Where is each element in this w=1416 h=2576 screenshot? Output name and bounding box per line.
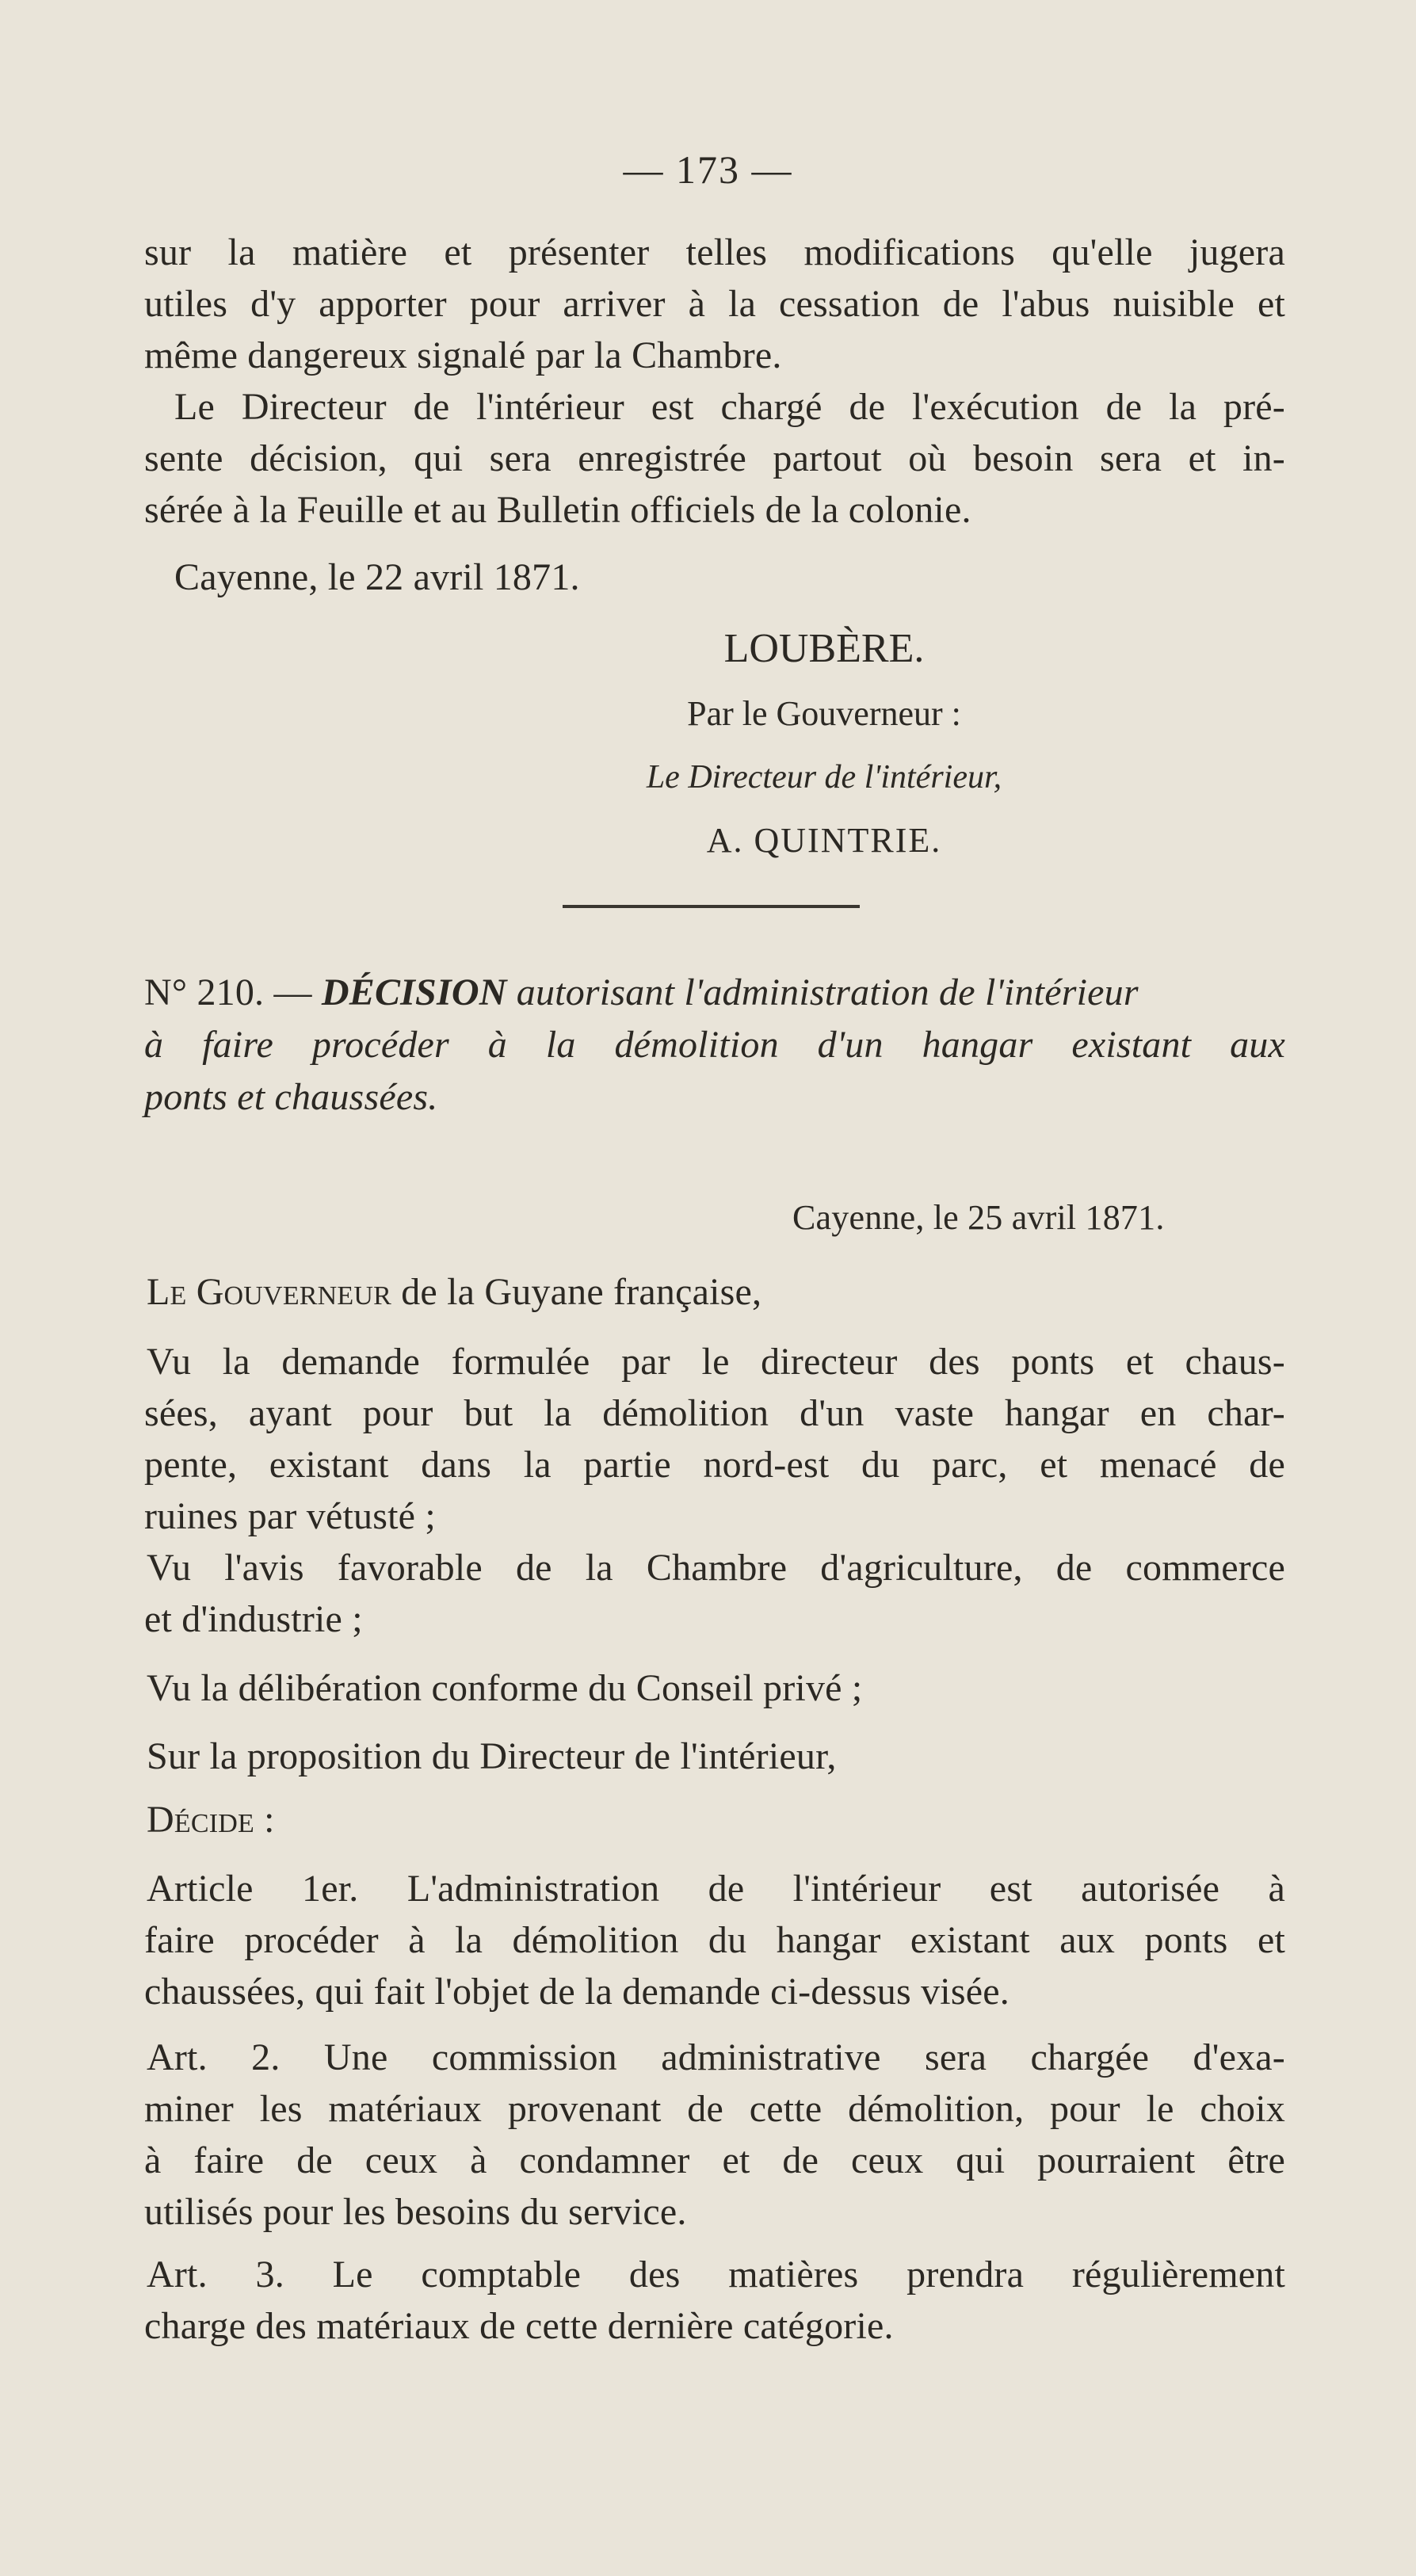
art2-line-2: miner les matériaux provenant de cette démolition, pour le choix <box>144 2088 1285 2130</box>
art3-line-2: charge des matériaux de cette dernière catégorie. <box>144 2305 894 2347</box>
signature-name: LOUBÈRE. <box>723 626 925 671</box>
continuation-line-1: sur la matière et présenter telles modifications qu'elle jugera <box>144 231 1285 273</box>
vu2-line-1: Vu l'avis favorable de la Chambre d'agriculture, de commerce <box>147 1547 1285 1589</box>
page-number: — 173 — <box>623 147 793 192</box>
art2-line-3: à faire de ceux à condamner et de ceux qui pourraient être <box>144 2139 1285 2181</box>
decision-heading-rest: autorisant l'administration de l'intérieur <box>516 971 1139 1013</box>
art1-line-3: chaussées, qui fait l'objet de la demande ci-dessus visée. <box>144 1971 1010 2013</box>
decision-word: DÉCISION <box>321 971 507 1013</box>
signature-title: Le Directeur de l'intérieur, <box>646 759 1002 796</box>
date-line: Cayenne, le 22 avril 1871. <box>174 556 580 598</box>
vu1-line-3: pente, existant dans la partie nord-est du parc, et menacé de <box>144 1444 1285 1486</box>
governor-label: Le Gouverneur <box>147 1271 392 1313</box>
decision-heading-line-2: à faire procéder à la démolition d'un hangar existant aux <box>144 1024 1285 1066</box>
section-divider <box>563 905 860 908</box>
governor-line <box>147 1269 761 1315</box>
execution-line-3: sérée à la Feuille et au Bulletin officiels de la colonie. <box>144 489 971 531</box>
art1-line-2: faire procéder à la démolition du hangar existant aux ponts et <box>144 1919 1285 1961</box>
governor-rest: de la Guyane française, <box>391 1271 762 1313</box>
signature-signer: A. QUINTRIE. <box>706 821 942 860</box>
art1-line-1: Article 1er. L'administration de l'intérieur est autorisée à <box>147 1868 1285 1910</box>
execution-line-1: Le Directeur de l'intérieur est chargé de l'exécution de la pré- <box>174 386 1285 428</box>
vu1-line-2: sées, ayant pour but la démolition d'un vaste hangar en char- <box>144 1392 1285 1434</box>
vu1-line-4: ruines par vétusté ; <box>144 1495 436 1537</box>
decision-heading-line-3: ponts et chaussées. <box>144 1076 438 1118</box>
art2-line-1: Art. 2. Une commission administrative sera chargée d'exa- <box>147 2036 1285 2078</box>
art2-line-4: utilisés pour les besoins du service. <box>144 2191 687 2233</box>
continuation-line-3: même dangereux signalé par la Chambre. <box>144 334 782 376</box>
execution-line-2: sente décision, qui sera enregistrée partout où besoin sera et in- <box>144 437 1285 479</box>
signature-by: Par le Gouverneur : <box>687 694 961 733</box>
continuation-line-2: utiles d'y apporter pour arriver à la cessation de l'abus nuisible et <box>144 283 1285 325</box>
decision-heading-line-1 <box>144 970 1285 1016</box>
decision-date: Cayenne, le 25 avril 1871. <box>792 1198 1165 1237</box>
proposition-line: Sur la proposition du Directeur de l'intérieur, <box>147 1735 837 1777</box>
vu1-line-1: Vu la demande formulée par le directeur des ponts et chaus- <box>147 1341 1285 1383</box>
decision-number: N° 210. — <box>144 971 312 1013</box>
vu3-line: Vu la délibération conforme du Conseil privé ; <box>147 1667 863 1709</box>
vu2-line-2: et d'industrie ; <box>144 1598 363 1640</box>
decide-line: Décide : <box>147 1799 275 1841</box>
art3-line-1: Art. 3. Le comptable des matières prendra régulièrement <box>147 2254 1285 2296</box>
